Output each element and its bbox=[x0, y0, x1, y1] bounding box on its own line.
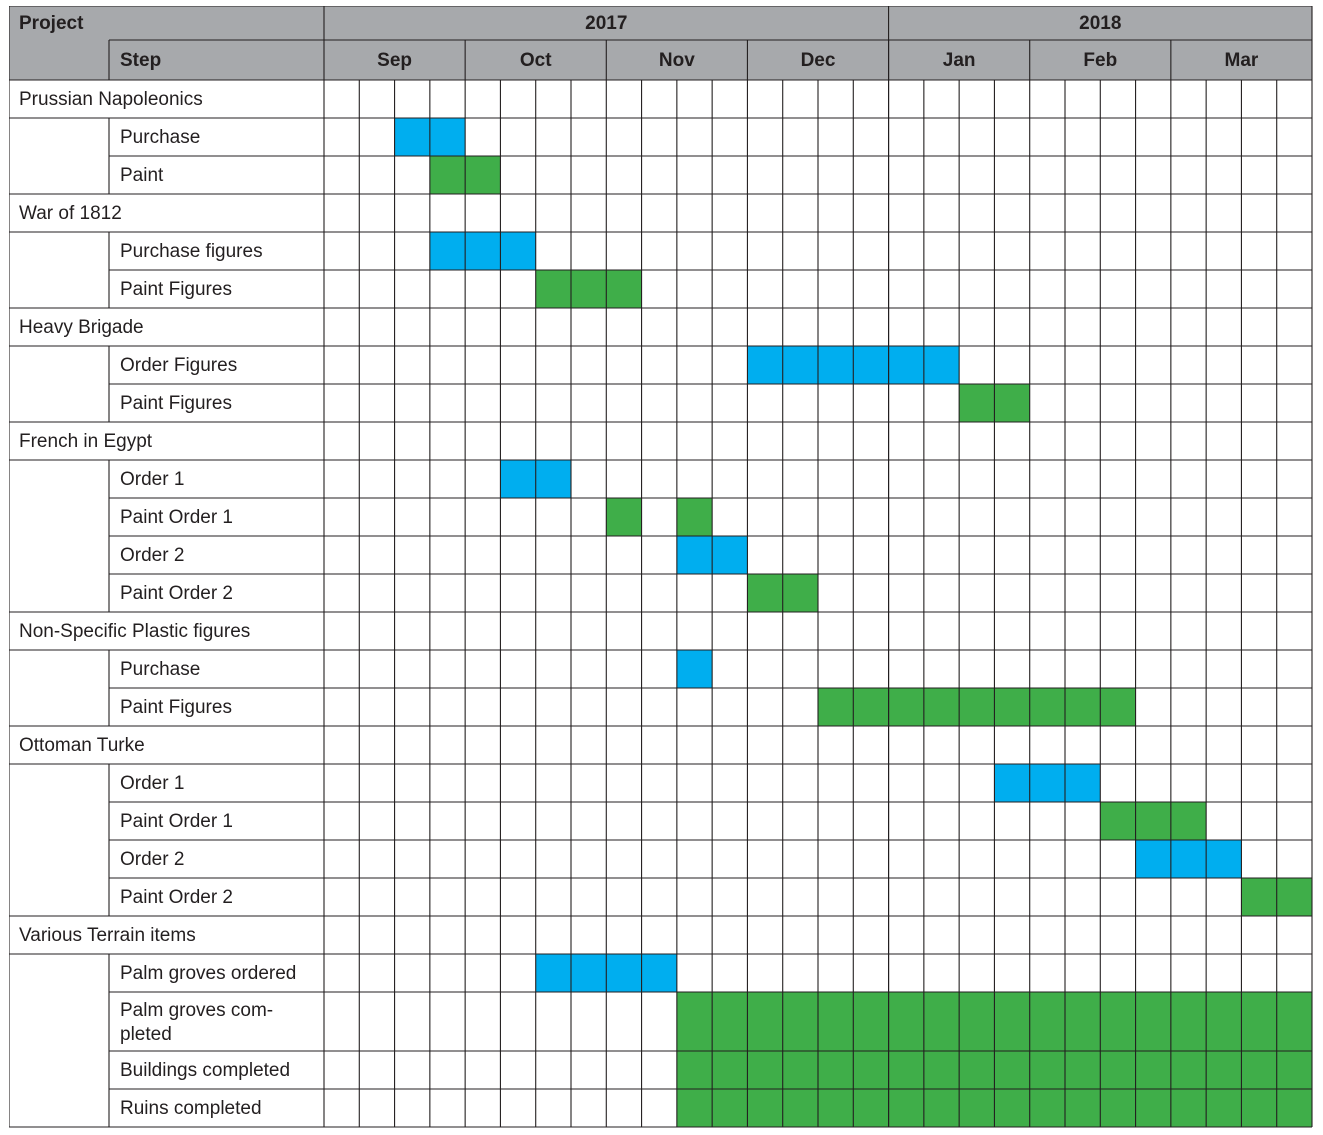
project-label: Non-Specific Plastic figures bbox=[19, 621, 251, 643]
bar-order-row-7-period-14 bbox=[818, 346, 853, 384]
bar-order-row-7-period-12 bbox=[747, 346, 782, 384]
step-label: Purchase bbox=[120, 127, 201, 149]
bar-order-row-18-period-19 bbox=[994, 764, 1029, 802]
year-label-2017: 2017 bbox=[585, 13, 628, 35]
step-label: Buildings completed bbox=[120, 1060, 291, 1082]
bar-order-row-7-period-15 bbox=[853, 346, 888, 384]
bar-paint-row-26-period-11 bbox=[712, 1089, 747, 1127]
bar-order-row-23-period-8 bbox=[606, 954, 641, 992]
bar-paint-row-19-period-23 bbox=[1136, 802, 1171, 840]
bar-paint-row-26-period-20 bbox=[1030, 1089, 1065, 1127]
bar-paint-row-11-period-8 bbox=[606, 498, 641, 536]
step-label: Paint Order 2 bbox=[120, 583, 233, 605]
bar-paint-row-25-period-27 bbox=[1277, 1051, 1312, 1089]
bar-paint-row-11-period-10 bbox=[677, 498, 712, 536]
month-label-nov: Nov bbox=[658, 50, 695, 72]
bar-paint-row-25-period-22 bbox=[1100, 1051, 1135, 1089]
bar-paint-row-26-period-24 bbox=[1171, 1089, 1206, 1127]
bar-paint-row-25-period-17 bbox=[924, 1051, 959, 1089]
step-label: Paint Order 1 bbox=[120, 507, 233, 529]
month-label-sep: Sep bbox=[377, 50, 413, 72]
month-label-oct: Oct bbox=[519, 50, 552, 72]
step-label: Palm groves ordered bbox=[120, 963, 297, 985]
step-label: Order 2 bbox=[120, 545, 185, 567]
bar-paint-row-5-period-6 bbox=[536, 270, 571, 308]
bar-order-row-23-period-6 bbox=[536, 954, 571, 992]
bar-paint-row-24-period-13 bbox=[783, 992, 818, 1051]
bar-paint-row-26-period-16 bbox=[889, 1089, 924, 1127]
bar-paint-row-26-period-14 bbox=[818, 1089, 853, 1127]
bar-paint-row-25-period-18 bbox=[959, 1051, 994, 1089]
bar-paint-row-19-period-22 bbox=[1100, 802, 1135, 840]
step-label: Paint bbox=[120, 165, 164, 187]
step-label: Order 1 bbox=[120, 469, 185, 491]
bar-paint-row-13-period-13 bbox=[783, 574, 818, 612]
bar-order-row-4-period-5 bbox=[500, 232, 535, 270]
bar-paint-row-26-period-15 bbox=[853, 1089, 888, 1127]
bar-order-row-20-period-23 bbox=[1136, 840, 1171, 878]
bar-order-row-4-period-3 bbox=[430, 232, 465, 270]
bar-paint-row-24-period-18 bbox=[959, 992, 994, 1051]
bar-order-row-10-period-6 bbox=[536, 460, 571, 498]
month-label-mar: Mar bbox=[1224, 50, 1259, 72]
bar-paint-row-25-period-12 bbox=[747, 1051, 782, 1089]
bar-order-row-20-period-25 bbox=[1206, 840, 1241, 878]
project-header: Project bbox=[19, 13, 84, 35]
project-label: War of 1812 bbox=[19, 203, 122, 225]
bar-paint-row-16-period-19 bbox=[994, 688, 1029, 726]
bar-paint-row-26-period-19 bbox=[994, 1089, 1029, 1127]
bar-paint-row-24-period-23 bbox=[1136, 992, 1171, 1051]
bar-paint-row-25-period-13 bbox=[783, 1051, 818, 1089]
bar-paint-row-25-period-10 bbox=[677, 1051, 712, 1089]
step-label: Paint Figures bbox=[120, 279, 232, 301]
bar-order-row-18-period-21 bbox=[1065, 764, 1100, 802]
bar-paint-row-21-period-27 bbox=[1277, 878, 1312, 916]
bar-order-row-23-period-7 bbox=[571, 954, 606, 992]
bar-order-row-20-period-24 bbox=[1171, 840, 1206, 878]
step-label: Purchase figures bbox=[120, 241, 263, 263]
bar-order-row-7-period-13 bbox=[783, 346, 818, 384]
bar-paint-row-16-period-17 bbox=[924, 688, 959, 726]
bar-paint-row-2-period-3 bbox=[430, 156, 465, 194]
bar-paint-row-24-period-26 bbox=[1241, 992, 1276, 1051]
step-label: Paint Order 1 bbox=[120, 811, 233, 833]
step-header: Step bbox=[120, 50, 162, 72]
bar-paint-row-24-period-12 bbox=[747, 992, 782, 1051]
bar-paint-row-24-period-22 bbox=[1100, 992, 1135, 1051]
project-label: Various Terrain items bbox=[19, 925, 196, 947]
bar-paint-row-5-period-7 bbox=[571, 270, 606, 308]
bar-paint-row-5-period-8 bbox=[606, 270, 641, 308]
year-label-2018: 2018 bbox=[1079, 13, 1122, 35]
bar-paint-row-24-period-19 bbox=[994, 992, 1029, 1051]
gantt-chart bbox=[9, 6, 1314, 1128]
bar-paint-row-26-period-13 bbox=[783, 1089, 818, 1127]
step-label: Paint Figures bbox=[120, 697, 232, 719]
step-label: Order Figures bbox=[120, 355, 238, 377]
step-label: Palm groves com-pleted bbox=[120, 1000, 274, 1046]
bar-paint-row-26-period-23 bbox=[1136, 1089, 1171, 1127]
bar-order-row-12-period-11 bbox=[712, 536, 747, 574]
bar-paint-row-16-period-14 bbox=[818, 688, 853, 726]
bar-paint-row-25-period-24 bbox=[1171, 1051, 1206, 1089]
bar-paint-row-13-period-12 bbox=[747, 574, 782, 612]
bar-paint-row-24-period-25 bbox=[1206, 992, 1241, 1051]
bar-paint-row-24-period-20 bbox=[1030, 992, 1065, 1051]
bar-paint-row-16-period-16 bbox=[889, 688, 924, 726]
bar-paint-row-25-period-14 bbox=[818, 1051, 853, 1089]
bar-paint-row-16-period-18 bbox=[959, 688, 994, 726]
bar-order-row-23-period-9 bbox=[642, 954, 677, 992]
bar-paint-row-16-period-20 bbox=[1030, 688, 1065, 726]
bar-order-row-15-period-10 bbox=[677, 650, 712, 688]
bar-paint-row-26-period-22 bbox=[1100, 1089, 1135, 1127]
bar-paint-row-25-period-23 bbox=[1136, 1051, 1171, 1089]
project-label: Heavy Brigade bbox=[19, 317, 144, 339]
step-label: Order 1 bbox=[120, 773, 185, 795]
bar-paint-row-2-period-4 bbox=[465, 156, 500, 194]
bar-paint-row-25-period-11 bbox=[712, 1051, 747, 1089]
bar-paint-row-26-period-26 bbox=[1241, 1089, 1276, 1127]
bar-paint-row-16-period-15 bbox=[853, 688, 888, 726]
bar-paint-row-8-period-19 bbox=[994, 384, 1029, 422]
bar-paint-row-8-period-18 bbox=[959, 384, 994, 422]
bar-paint-row-16-period-22 bbox=[1100, 688, 1135, 726]
month-label-feb: Feb bbox=[1083, 50, 1118, 72]
project-label: Ottoman Turke bbox=[19, 735, 145, 757]
bar-order-row-12-period-10 bbox=[677, 536, 712, 574]
bar-paint-row-24-period-11 bbox=[712, 992, 747, 1051]
bar-paint-row-26-period-10 bbox=[677, 1089, 712, 1127]
bar-paint-row-24-period-27 bbox=[1277, 992, 1312, 1051]
bar-order-row-7-period-17 bbox=[924, 346, 959, 384]
step-label: Ruins completed bbox=[120, 1098, 262, 1120]
bar-paint-row-25-period-25 bbox=[1206, 1051, 1241, 1089]
bar-paint-row-25-period-20 bbox=[1030, 1051, 1065, 1089]
step-label: Paint Order 2 bbox=[120, 887, 233, 909]
bar-paint-row-26-period-12 bbox=[747, 1089, 782, 1127]
bar-paint-row-19-period-24 bbox=[1171, 802, 1206, 840]
bar-paint-row-16-period-21 bbox=[1065, 688, 1100, 726]
bar-paint-row-26-period-18 bbox=[959, 1089, 994, 1127]
bar-paint-row-25-period-15 bbox=[853, 1051, 888, 1089]
step-label: Paint Figures bbox=[120, 393, 232, 415]
bar-paint-row-24-period-16 bbox=[889, 992, 924, 1051]
bar-paint-row-26-period-27 bbox=[1277, 1089, 1312, 1127]
bar-paint-row-24-period-10 bbox=[677, 992, 712, 1051]
bar-paint-row-21-period-26 bbox=[1241, 878, 1276, 916]
bar-paint-row-26-period-21 bbox=[1065, 1089, 1100, 1127]
bar-paint-row-24-period-21 bbox=[1065, 992, 1100, 1051]
project-label: Prussian Napoleonics bbox=[19, 89, 203, 111]
bar-paint-row-26-period-25 bbox=[1206, 1089, 1241, 1127]
bar-paint-row-24-period-24 bbox=[1171, 992, 1206, 1051]
bar-order-row-1-period-2 bbox=[395, 118, 430, 156]
step-label: Purchase bbox=[120, 659, 201, 681]
project-label: French in Egypt bbox=[19, 431, 153, 453]
bar-order-row-18-period-20 bbox=[1030, 764, 1065, 802]
bar-order-row-4-period-4 bbox=[465, 232, 500, 270]
bar-paint-row-26-period-17 bbox=[924, 1089, 959, 1127]
bar-paint-row-25-period-16 bbox=[889, 1051, 924, 1089]
bar-paint-row-25-period-19 bbox=[994, 1051, 1029, 1089]
bar-order-row-7-period-16 bbox=[889, 346, 924, 384]
step-label: Order 2 bbox=[120, 849, 185, 871]
bar-order-row-10-period-5 bbox=[500, 460, 535, 498]
bar-paint-row-25-period-21 bbox=[1065, 1051, 1100, 1089]
bar-paint-row-24-period-15 bbox=[853, 992, 888, 1051]
month-label-jan: Jan bbox=[942, 50, 976, 72]
month-label-dec: Dec bbox=[800, 50, 836, 72]
bar-paint-row-24-period-14 bbox=[818, 992, 853, 1051]
bar-paint-row-25-period-26 bbox=[1241, 1051, 1276, 1089]
bar-paint-row-24-period-17 bbox=[924, 992, 959, 1051]
bar-order-row-1-period-3 bbox=[430, 118, 465, 156]
